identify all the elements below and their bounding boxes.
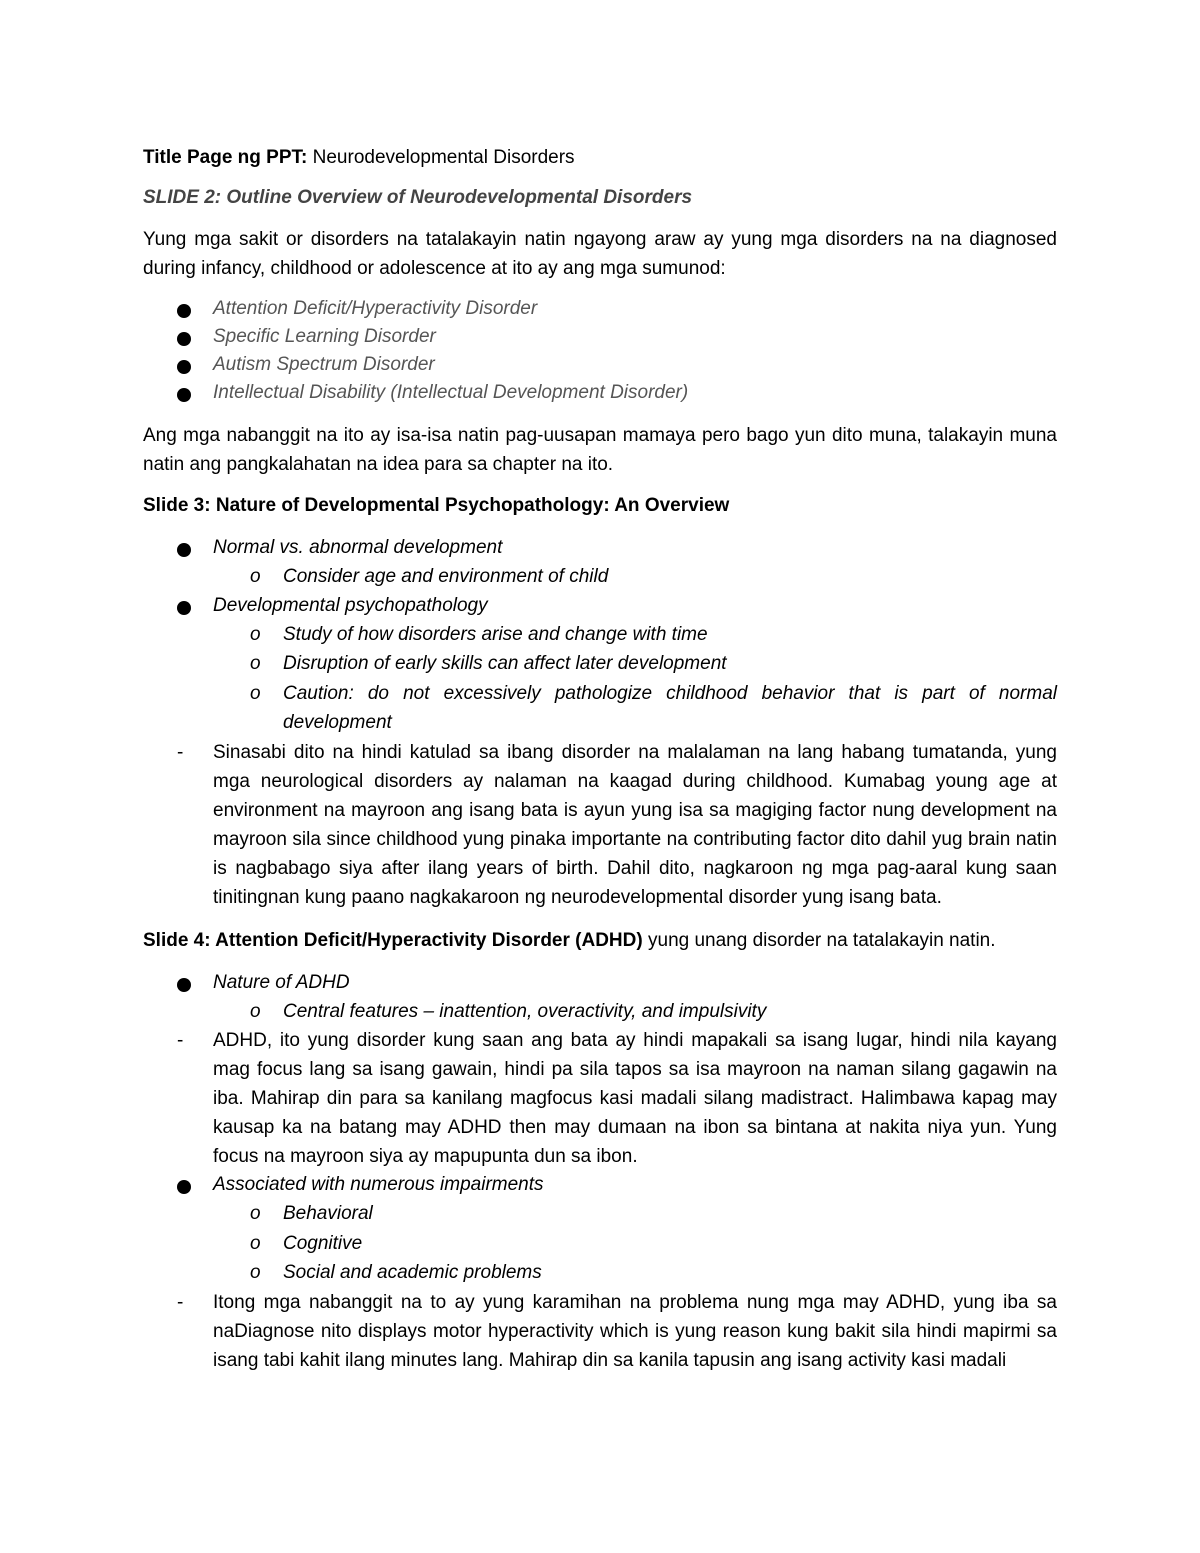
slide2-intro: Yung mga sakit or disorders na tatalakayin natin ngayong araw ay yung mga disorders na na diagnosed during infancy, childhood or adolescence at ito ay ang mga sumunod: bbox=[143, 229, 1057, 279]
slide4-heading: Slide 4: Attention Deficit/Hyperactivity Disorder (ADHD) yung unang disorder na tatalakayin natin. bbox=[143, 929, 996, 951]
document-page bbox=[143, 143, 1057, 1375]
sub-bullet-icon: o bbox=[250, 623, 261, 645]
slide4-bullet-list bbox=[143, 969, 1057, 997]
slide3-heading: Slide 3: Nature of Developmental Psychopathology: An Overview bbox=[143, 495, 730, 516]
list-item: o Caution: do not excessively pathologize childhood behavior that is part of normal development bbox=[143, 679, 1057, 738]
slide4-sub-list-2 bbox=[143, 1199, 1057, 1288]
list-item: o Social and academic problems bbox=[143, 1258, 1057, 1288]
slide4-sub-list-1 bbox=[143, 997, 1057, 1027]
dash-marker: - bbox=[177, 741, 184, 763]
bullet-icon bbox=[177, 360, 191, 374]
sub-bullet-icon: o bbox=[250, 682, 261, 704]
title-line bbox=[143, 143, 1057, 172]
slide3-note: - Sinasabi dito na hindi katulad sa ibang disorder na malalaman na lang habang tumatanda, yung mga neurological disorders ay nalaman na kaagad during childhood. Kumabag young age at environment na mayroon ang isang bata is ayun yung isa sa magiging factor nung development na mayroon sila since childhood yung pinaka importante na contributing factor dito dahil yug brain natin is nagbabago siya after ilang years of birth. Dahil dito, nagkaroon ng mga pag-aaral kung saan tinitingnan kung paano nagkakaroon ng neurodevelopmental disorder yung isang bata. bbox=[143, 738, 1057, 912]
list-item: o Central features – inattention, overactivity, and impulsivity bbox=[143, 997, 1057, 1027]
list-item: o Behavioral bbox=[143, 1199, 1057, 1229]
bullet-icon bbox=[177, 304, 191, 318]
slide2-heading: SLIDE 2: Outline Overview of Neurodevelopmental Disorders bbox=[143, 187, 693, 208]
slide2-outro: Ang mga nabanggit na ito ay isa-isa natin pag-uusapan mamaya pero bago yun dito muna, talakayin muna natin ang pangkalahatan na idea para sa chapter na ito. bbox=[143, 425, 1057, 475]
slide3-bullet-list bbox=[143, 534, 1057, 562]
list-item: Intellectual Disability (Intellectual Development Disorder) bbox=[143, 379, 1057, 407]
bullet-icon bbox=[177, 332, 191, 346]
list-item: o Study of how disorders arise and change with time bbox=[143, 620, 1057, 650]
list-item: Attention Deficit/Hyperactivity Disorder bbox=[143, 295, 1057, 323]
dash-marker: - bbox=[177, 1030, 184, 1051]
dash-marker: - bbox=[177, 1291, 184, 1313]
list-item: Autism Spectrum Disorder bbox=[143, 351, 1057, 379]
list-item: Specific Learning Disorder bbox=[143, 323, 1057, 351]
sub-bullet-icon: o bbox=[250, 1232, 261, 1254]
sub-bullet-icon: o bbox=[250, 566, 261, 587]
bullet-icon bbox=[177, 978, 191, 992]
list-item: o Consider age and environment of child bbox=[143, 562, 1057, 592]
slide3-sub-list-1 bbox=[143, 562, 1057, 592]
bullet-icon bbox=[177, 1180, 191, 1194]
slide4-bullet-list-2 bbox=[143, 1171, 1057, 1199]
sub-bullet-icon: o bbox=[250, 1000, 261, 1022]
list-item: Developmental psychopathology bbox=[143, 592, 1057, 620]
slide4-note-2: - Itong mga nabanggit na to ay yung karamihan na problema nung mga may ADHD, yung iba sa naDiagnose nito displays motor hyperactivity which is yung reason kung bakit sila hindi mapirmi sa isang tabi kahit ilang minutes lang. Mahirap din sa kanila tapusin ang isang activity kasi madali bbox=[143, 1288, 1057, 1375]
sub-bullet-icon: o bbox=[250, 1203, 261, 1224]
title-value: Neurodevelopmental Disorders bbox=[307, 147, 575, 168]
slide3-sub-list-2 bbox=[143, 620, 1057, 738]
slide2-bullet-list bbox=[143, 295, 1057, 407]
list-item: o Disruption of early skills can affect later development bbox=[143, 649, 1057, 679]
list-item: Normal vs. abnormal development bbox=[143, 534, 1057, 562]
list-item: Associated with numerous impairments bbox=[143, 1171, 1057, 1199]
slide3-bullet-list-2 bbox=[143, 592, 1057, 620]
bullet-icon bbox=[177, 543, 191, 557]
sub-bullet-icon: o bbox=[250, 1262, 261, 1283]
bullet-icon bbox=[177, 388, 191, 402]
bullet-icon bbox=[177, 601, 191, 615]
list-item: Nature of ADHD bbox=[143, 969, 1057, 997]
sub-bullet-icon: o bbox=[250, 653, 261, 674]
slide4-note-1: - ADHD, ito yung disorder kung saan ang bata ay hindi mapakali sa isang lugar, hindi nila kayang mag focus lang sa isang gawain, hindi pa sila tapos sa isa mayroon na naman silang gagawin na iba. Mahirap din para sa kanilang magfocus kasi madali silang madistract. Halimbawa kapag may kausap ka na batang may ADHD then may dumaan na ibon sa bintana at nakita niya yun. Yung focus na mayroon siya ay mapupunta dun sa ibon. bbox=[143, 1026, 1057, 1171]
list-item: o Cognitive bbox=[143, 1229, 1057, 1259]
title-label: Title Page ng PPT: bbox=[143, 147, 308, 168]
